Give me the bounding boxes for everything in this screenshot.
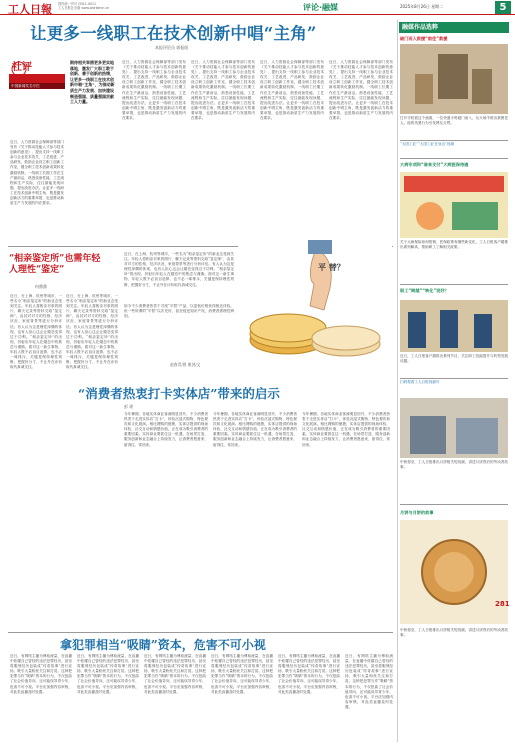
- main-body-col3: 近日，人力资源社会保障部等部门发布《关于推动技能人才参与技术创新的意见》，提出支持一线职工参与企业技术攻关、工艺改进、产品研发，鼓励企业设立职工创新工作室，健全职工技术创新成果转化激励机制。一线职工长期工作在生产最前沿，熟悉设备性能、工艺流程和生产实际，往往最能发现问题、提出改进办法。让更多一线职工在技术创新中唱主角，既是激发创新活力的重要举措，也是推动新质生产力发展的内在要求。: [191, 60, 255, 121]
- left-byline: 何鼎鼎: [35, 284, 47, 289]
- cartoon-graphic: [238, 240, 392, 378]
- masthead-info-line2: 工人日报社出版 www.workercn.cn: [58, 6, 110, 10]
- masthead-info-line1: 国内统一刊号 CN11-0011: [58, 2, 97, 6]
- divider-bottom: [8, 632, 393, 633]
- rule: [400, 504, 508, 505]
- cartoon-illustration: [238, 240, 392, 378]
- caricature-number: 281: [495, 600, 510, 608]
- main-lead: 期待相关举措更多更实地落地，激发广大职工敢于创新、善于创新的热情，让更多一线职工在技术创新中唱“主角”，为推动新质生产力发展、加快建设制造强国、质量强国贡献工人力量。: [70, 60, 115, 105]
- masthead-info: [58, 2, 109, 10]
- right-item-caption: 中秋将至，工人日报推出月饼相关短视频，讲述月饼背后的劳动者故事。: [400, 460, 508, 470]
- right-item-caption: 近日，工人日报客户端推出系列节目，关注职工技能提升与转型发展话题。: [400, 354, 508, 364]
- rule: [400, 284, 508, 285]
- right-column-header: 融媒作品选粹: [399, 22, 509, 33]
- cartoon-title: 平 替？: [318, 262, 345, 272]
- right-item-caption: 中秋将至，工人日报推出月饼相关短视频，讲述月饼背后的劳动者故事。: [400, 628, 508, 638]
- firefighter-photo: [400, 44, 508, 114]
- right-item-image: [400, 300, 508, 352]
- main-body-col5: 近日，人力资源社会保障部等部门发布《关于推动技能人才参与技术创新的意见》，提出支持一线职工参与企业技术攻关、工艺改进、产品研发，鼓励企业设立职工创新工作室，健全职工技术创新成果转化激励机制。一线职工长期工作在生产最前沿，熟悉设备性能、工艺流程和生产实际，往往最能发现问题、提出改进办法。让更多一线职工在技术创新中唱主角，既是激发创新活力的重要举措，也是推动新质生产力发展的内在要求。: [329, 60, 393, 121]
- left-headline: “相亲鉴定所”也需年轻人理性“鉴定”: [9, 254, 101, 275]
- issue-date: 2025年8月26日 星期二: [400, 4, 444, 9]
- right-item-title[interactable]: 职工“跨越”“转化”说好？: [400, 288, 449, 293]
- right-item-link[interactable]: 扫码观看工人日报视频号: [400, 380, 440, 384]
- left-body-col1: 近日，在上海、杭州等城市，一些名为“相亲鉴定所”的新业态受到关注。年轻人将相亲对象的照片、聊天记录等资料交给“鉴定师”，由其对对方的性格、经济状况、家庭背景等进行分析评估。有人认为这是理性择偶的体现，也有人担心这会让婚恋变得过于功利。“相亲鉴定所”的出现，折射出年轻人在婚恋中的焦虑与谨慎。面对这一新生事物，年轻人既不必盲目追捧，也不必一味排斥，关键是保持理性判断，把握好分寸，不让外在评价取代真诚交往。: [10, 294, 62, 370]
- cartoon-side-text: 近日，在上海、杭州等城市，一些名为“相亲鉴定所”的新业态受到关注。年轻人将相亲对象的照片、聊天记录等资料交给“鉴定师”，由其对对方的性格、经济状况、家庭背景等进行分析评估。有人认为这是理性择偶的体现，也有人担心这会让婚恋变得过于功利。“相亲鉴定所”的出现，折射出年轻人在婚恋中的焦虑与谨慎。面对这一新生事物，年轻人既不必盲目追捧，也不必一味排斥，关键是保持理性判断，把握好分寸，不让外在评价取代真诚交往。: [124, 252, 234, 287]
- bottom-body-col1: 近日，有网络主播为博取流量，在直播中炫耀自己曾经的违法犯罪经历，甚至将服刑经历包装成“传奇故事”进行宣扬，吸引大量粉丝关注和打赏。这种把犯罪当作“吸睛”资本的行为，不仅扭曲了社会价值导向，还可能误导青少年，危害不可小视。平台应加强内容审核，对此类直播及时处置。: [10, 654, 72, 694]
- right-item-caption: 关于大病保险如何报销，医保政策有哪些新变化，工人日报客户端推出系列解读，帮助职工了解相关政策。: [400, 240, 508, 250]
- main-body-col4: 近日，人力资源社会保障部等部门发布《关于推动技能人才参与技术创新的意见》，提出支持一线职工参与企业技术攻关、工艺改进、产品研发，鼓励企业设立职工创新工作室，健全职工技术创新成果转化激励机制。一线职工长期工作在生产最前沿，熟悉设备性能、工艺流程和生产实际，往往最能发现问题、提出改进办法。让更多一线职工在技术创新中唱主角，既是激发创新活力的重要举措，也是推动新质生产力发展的内在要求。: [260, 60, 324, 121]
- rule: [400, 140, 508, 141]
- right-item-title[interactable]: 破门而入救援“前往”救援: [400, 36, 448, 41]
- section-title: 评论·融媒: [303, 3, 339, 12]
- bottom-body-col6: 近日，有网络主播为博取流量，在直播中炫耀自己曾经的违法犯罪经历，甚至将服刑经历包装成“传奇故事”进行宣扬，吸引大量粉丝关注和打赏。这种把犯罪当作“吸睛”资本的行为，不仅扭曲了社会价值导向，还可能误导青少年，危害不可小视。平台应加强内容审核，对此类直播及时处置。: [345, 654, 393, 709]
- right-item-image: [400, 398, 508, 458]
- office-photo: [400, 398, 508, 458]
- center-body-col3: 今年暑期，各地实体商业客流明显回升，不少消费者热衷于走进实体店“打卡”，体验沉浸式购物、特色餐饮和文化展演。相比网购的便捷，实体店提供的现场体验、社交互动和情感价值，正在成为吸引消费者的重要因素。实体商业要抓住这一机遇，在场景打造、服务创新和业态融合上持续发力，让消费者愿意来、留得住、常回来。: [302, 412, 390, 447]
- right-item-link[interactable]: “大国工匠”“大国工匠在身边”视频: [400, 142, 455, 146]
- bottom-body-col5: 近日，有网络主播为博取流量，在直播中炫耀自己曾经的违法犯罪经历，甚至将服刑经历包装成“传奇故事”进行宣扬，吸引大量粉丝关注和打赏。这种把犯罪当作“吸睛”资本的行为，不仅扭曲了社会价值导向，还可能误导青少年，危害不可小视。平台应加强内容审核，对此类直播及时处置。: [278, 654, 340, 694]
- right-item-title[interactable]: 大病专项和“谁来支付”大病医保待遇: [400, 162, 469, 167]
- cartoon-caption: 如今不少消费者热衷于寻找“平替”产品，以更低价格获得相近体验。但一些所谓的“平替”以次充好，甚至侵犯知识产权，消费者需理性辨别。: [124, 304, 234, 319]
- right-item-title[interactable]: 月饼与月饼的故事: [400, 510, 434, 515]
- main-body-col2: 近日，人力资源社会保障部等部门发布《关于推动技能人才参与技术创新的意见》，提出支持一线职工参与企业技术攻关、工艺改进、产品研发，鼓励企业设立职工创新工作室，健全职工技术创新成果转化激励机制。一线职工长期工作在生产最前沿，熟悉设备性能、工艺流程和生产实际，往往最能发现问题、提出改进办法。让更多一线职工在技术创新中唱主角，既是激发创新活力的重要举措，也是推动新质生产力发展的内在要求。: [122, 60, 186, 121]
- main-byline: 本报评论员 郭振阳: [155, 45, 189, 50]
- sheping-label: 社评: [12, 62, 32, 73]
- center-headline: “消费者热衷打卡实体店”带来的启示: [78, 386, 280, 401]
- main-body-col1: 近日，人力资源社会保障部等部门发布《关于推动技能人才参与技术创新的意见》，提出支持一线职工参与企业技术攻关、工艺改进、产品研发，鼓励企业设立职工创新工作室，健全职工技术创新成果转化激励机制。一线职工长期工作在生产最前沿，熟悉设备性能、工艺流程和生产实际，往往最能发现问题、提出改进办法。让更多一线职工在技术创新中唱主角，既是激发创新活力的重要举措，也是推动新质生产力发展的内在要求。: [10, 140, 64, 206]
- cartoon-credit: 赵春青/图 康劲/文: [170, 362, 201, 367]
- right-item-image: [400, 172, 508, 238]
- newspaper-logo: 工人日報: [8, 3, 52, 16]
- main-headline: 让更多一线职工在技术创新中唱“主角”: [30, 24, 317, 43]
- workers-photo: [400, 300, 508, 352]
- rule: [400, 378, 508, 379]
- mooncake-poster: [400, 520, 508, 624]
- sheping-badge: [9, 60, 65, 90]
- rule: [400, 158, 508, 159]
- center-byline: 彭 瑶: [124, 404, 134, 409]
- right-item-image: [400, 44, 508, 114]
- bottom-body-col2: 近日，有网络主播为博取流量，在直播中炫耀自己曾经的违法犯罪经历，甚至将服刑经历包装成“传奇故事”进行宣扬，吸引大量粉丝关注和打赏。这种把犯罪当作“吸睛”资本的行为，不仅扭曲了社会价值导向，还可能误导青少年，危害不可小视。平台应加强内容审核，对此类直播及时处置。: [77, 654, 139, 694]
- page-number: 5: [495, 1, 511, 14]
- bottom-body-col3: 近日，有网络主播为博取流量，在直播中炫耀自己曾经的违法犯罪经历，甚至将服刑经历包装成“传奇故事”进行宣扬，吸引大量粉丝关注和打赏。这种把犯罪当作“吸睛”资本的行为，不仅扭曲了社会价值导向，还可能误导青少年，危害不可小视。平台应加强内容审核，对此类直播及时处置。: [144, 654, 206, 694]
- sheping-sub: 中国新闻奖名专栏: [11, 84, 40, 88]
- health-poster: [400, 172, 508, 238]
- bottom-body-col4: 近日，有网络主播为博取流量，在直播中炫耀自己曾经的违法犯罪经历，甚至将服刑经历包装成“传奇故事”进行宣扬，吸引大量粉丝关注和打赏。这种把犯罪当作“吸睛”资本的行为，不仅扭曲了社会价值导向，还可能误导青少年，危害不可小视。平台应加强内容审核，对此类直播及时处置。: [211, 654, 273, 694]
- bottom-headline: 拿犯罪相当“吸睛”资本，危害不可小视: [60, 638, 266, 652]
- right-item-image: [400, 520, 508, 624]
- right-item-caption: 打开手机看这个画面，一位快递小哥破门而入，从火场中救出被困老人。他的英勇行为引发网友点赞。: [400, 116, 508, 126]
- center-body-col2: 今年暑期，各地实体商业客流明显回升，不少消费者热衷于走进实体店“打卡”，体验沉浸式购物、特色餐饮和文化展演。相比网购的便捷，实体店提供的现场体验、社交互动和情感价值，正在成为吸引消费者的重要因素。实体商业要抓住这一机遇，在场景打造、服务创新和业态融合上持续发力，让消费者愿意来、留得住、常回来。: [213, 412, 297, 447]
- center-body-col1: 今年暑期，各地实体商业客流明显回升，不少消费者热衷于走进实体店“打卡”，体验沉浸式购物、特色餐饮和文化展演。相比网购的便捷，实体店提供的现场体验、社交互动和情感价值，正在成为吸引消费者的重要因素。实体商业要抓住这一机遇，在场景打造、服务创新和业态融合上持续发力，让消费者愿意来、留得住、常回来。: [124, 412, 208, 447]
- left-body-col2: 近日，在上海、杭州等城市，一些名为“相亲鉴定所”的新业态受到关注。年轻人将相亲对象的照片、聊天记录等资料交给“鉴定师”，由其对对方的性格、经济状况、家庭背景等进行分析评估。有人认为这是理性择偶的体现，也有人担心这会让婚恋变得过于功利。“相亲鉴定所”的出现，折射出年轻人在婚恋中的焦虑与谨慎。面对这一新生事物，年轻人既不必盲目追捧，也不必一味排斥，关键是保持理性判断，把握好分寸，不让外在评价取代真诚交往。: [66, 294, 118, 370]
